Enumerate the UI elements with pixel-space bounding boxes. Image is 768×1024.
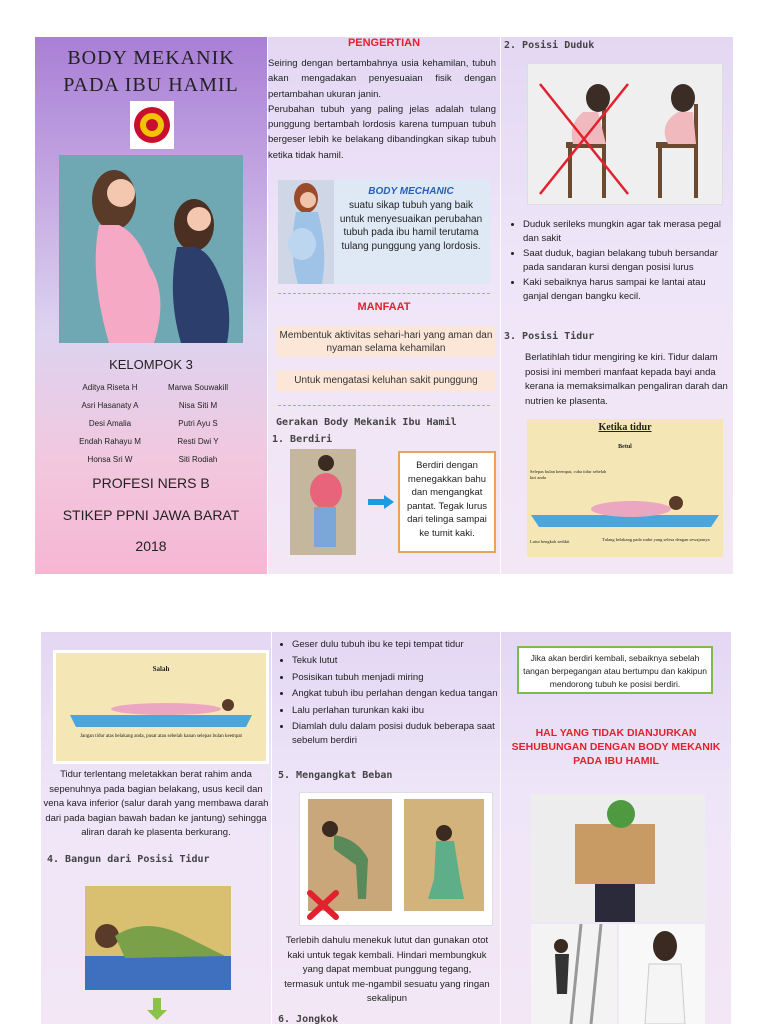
cover-panel (35, 37, 267, 574)
bangun-item: • Diamlah dulu dalam posisi duduk beberapa saat sebelum berdiri (292, 720, 498, 749)
tidur-telentang-text: Tidur terlentang meletakkan berat rahim anda sepenuhnya pada bagian belakang, usus kecil dan vena kava inferior (salur darah yang membawa darah dari pada bagian bawah badan ke jantung) sehingga aliran darah ke plasenta berkurang. (43, 769, 269, 838)
member-name: Endah Rahayu M (79, 437, 141, 446)
duduk-item: • Duduk serileks mungkin agar tak merasa pegal dan sakit (523, 218, 729, 245)
middle-panel (268, 37, 500, 574)
cover-title (35, 45, 267, 99)
gerakan-heading: Gerakan Body Mekanik Ibu Hamil (276, 417, 457, 428)
correct-lifting-photo (404, 799, 484, 911)
bangun-heading: 4. Bangun dari Posisi Tidur (47, 854, 210, 865)
wrong-sleeping-figure (53, 650, 269, 764)
member-name: Desi Amalia (88, 419, 132, 428)
dashed-divider (278, 293, 490, 294)
university-logo (130, 101, 174, 149)
tidur-figure-subtitle: Betul (618, 444, 632, 450)
pregnant-women-illustration (59, 155, 243, 343)
member-name: Resti Dwi Y (177, 437, 219, 446)
duduk-heading: 2. Posisi Duduk (504, 40, 595, 51)
lifting-posture-figure (299, 792, 493, 926)
jongkok-heading: 6. Jongkok (278, 1014, 339, 1024)
arrow-down-icon (147, 998, 167, 1020)
back-pain-photo (619, 924, 705, 1024)
member-name: Honsa Sri W (87, 455, 133, 464)
body-mechanic-definition: suatu sikap tubuh yang baik untuk menyesuaikan perubahan tubuh pada ibu hamil terutama tulang punggung yang lordosis. (339, 200, 483, 252)
member-name: Nisa Siti M (178, 401, 218, 410)
member-name: Asri Hasanaty A (81, 401, 139, 410)
duduk-list (507, 218, 729, 306)
dashed-divider (278, 405, 490, 406)
berdiri-heading: 1. Berdiri (272, 434, 333, 445)
program-name: PROFESI NERS B (92, 475, 210, 491)
bangun-list (276, 638, 498, 751)
salah-title: Salah (152, 665, 170, 673)
pengertian-heading: PENGERTIAN (347, 37, 421, 49)
pengertian-paragraph-2: Perubahan tubuh yang paling jelas adalah tulang punggung bertambah lordosis karena tumpuan tubuh bergeser lebih ke belakang dibandingkan sikap tubuh ketika tidak hamil. (268, 103, 496, 161)
brochure-page-2 (41, 632, 731, 1024)
duduk-item: • Kaki sebaiknya harus sampai ke lantai atau ganjal dengan bangku kecil. (523, 276, 729, 303)
ladder-photo (531, 924, 617, 1024)
angkat-heading: 5. Mengangkat Beban (278, 770, 393, 781)
bangun-item: • Tekuk lutut (292, 654, 498, 668)
brochure-page-1 (35, 37, 733, 574)
cover-title-line2: PADA IBU HAMIL (63, 74, 239, 96)
pregnant-woman-photo (278, 180, 334, 284)
member-name: Putri Ayu S (178, 419, 218, 428)
berdiri-kembali-box: Jika akan berdiri kembali, sebaiknya sebelah tangan berpegangan atau bertumpu dan kakipun mendorong tubuh ke posisi berdiri. (517, 646, 713, 694)
bangun-item: • Geser dulu tubuh ibu ke tepi tempat tidur (292, 638, 498, 652)
pengertian-paragraph-1: Seiring dengan bertambahnya usia kehamilan, tubuh akan mengadakan penyesuaian fisik dengan pertambahan ukuran janin. (268, 58, 496, 100)
wrong-cross-icon (306, 889, 340, 921)
getting-up-photo (85, 886, 231, 990)
tidak-dianjurkan-heading: HAL YANG TIDAK DIANJURKAN SEHUBUNGAN DENGAN BODY MEKANIK PADA IBU HAMIL (511, 727, 721, 767)
body-mechanic-card (278, 180, 490, 284)
members-left-list (65, 379, 155, 469)
tidur-text: Berlatihlah tidur mengiring ke kiri. Tidur dalam posisi ini memberi manfaat kepada bayi anda kerana ia memaksimalkan pengaliran darah dan nutrien ke plasenta. (525, 352, 728, 407)
sleeping-posture-figure (527, 419, 723, 557)
arrow-right-icon (368, 495, 394, 509)
cover-title-line1: BODY MEKANIK (67, 47, 235, 69)
right-panel (501, 37, 733, 574)
page2-left-panel (41, 632, 271, 1024)
pengertian-text (268, 56, 496, 163)
standing-pregnant-photo (290, 449, 356, 555)
member-name: Marwa Souwakill (167, 383, 229, 392)
manfaat-item-1: Membentuk aktivitas sehari-hari yang aman dan nyaman selama kehamilan (276, 326, 496, 357)
bangun-item: • Lalu perlahan turunkan kaki ibu (292, 704, 498, 718)
body-mechanic-title: BODY MECHANIC (368, 186, 454, 197)
tidur-figure-note: Tulang belakang pada sudut yang selesa dengan sewajarnya (602, 537, 710, 542)
bangun-item: • Posisikan tubuh menjadi miring (292, 671, 498, 685)
tidur-heading: 3. Posisi Tidur (504, 331, 595, 342)
lifting-box-photo (531, 794, 705, 922)
school-name: STIKEP PPNI JAWA BARAT (62, 507, 240, 523)
bangun-item: • Angkat tubuh ibu perlahan dengan kedua tangan (292, 687, 498, 701)
group-heading: KELOMPOK 3 (109, 357, 193, 372)
member-name: Siti Rodiah (178, 455, 218, 464)
sitting-posture-figure (527, 63, 723, 205)
manfaat-heading: MANFAAT (357, 301, 411, 313)
duduk-item: • Saat duduk, bagian belakang tubuh bersandar pada sandaran kursi dengan posisi lurus (523, 247, 729, 274)
angkat-text: Terlebih dahulu menekuk lutut dan gunakan otot kaki untuk tegak kembali. Hindari membungkuk yang dapat membuat punggung tegang, termasuk untuk me-ngambil sesuatu yang ringan sekalipun (284, 935, 490, 1004)
tidur-figure-note: Selepas bulan keempat, cuba tidur sebelah kiri anda (530, 469, 607, 480)
members-right-list (153, 379, 243, 469)
member-name: Aditya Riseta H (82, 383, 138, 392)
tidur-figure-note: Lutut bengkok sedikit (530, 539, 570, 544)
page2-middle-panel (272, 632, 500, 1024)
tidur-figure-title: Ketika tidur (598, 422, 652, 433)
page2-right-panel (501, 632, 731, 1024)
manfaat-item-2: Untuk mengatasi keluhan sakit punggung (276, 370, 496, 392)
salah-note: Jangan tidur atas belakang anda, pusat atau sebelah kanan selepas bulan keempat (80, 734, 242, 739)
year-label: 2018 (135, 538, 167, 554)
berdiri-description: Berdiri dengan menegakkan bahu dan mengangkat pantat. Tegak lurus dari telinga sampai ke tumit kaki. (398, 451, 496, 553)
